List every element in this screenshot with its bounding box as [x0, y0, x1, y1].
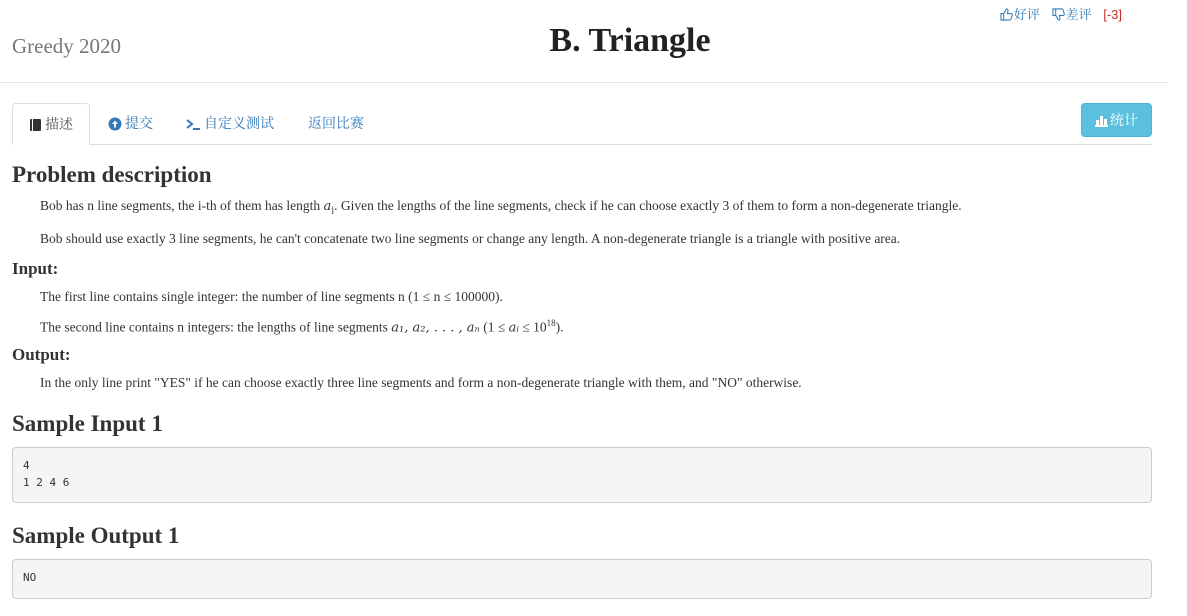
thumbs-up-icon: [1000, 8, 1013, 21]
bar-chart-icon: [1095, 114, 1108, 127]
page-header: [0, 0, 1168, 83]
sample-input-heading: Sample Input 1: [12, 411, 163, 437]
dislike-label: 差评: [1065, 7, 1092, 22]
output-line-1: In the only line print "YES" if he can choose exactly three line segments and form a non-degenerate triangle with them, and "NO" otherwise.: [40, 375, 802, 391]
input-line-2-range-open: (1 ≤: [479, 319, 509, 335]
input-line-2-before: The second line contains n integers: the lengths of line segments: [40, 319, 392, 335]
terminal-icon: [186, 118, 201, 131]
like-button[interactable]: [1000, 7, 1044, 22]
input-line-2: [12, 318, 1152, 336]
description-paragraph-2: Bob should use exactly 3 line segments, he can't concatenate two line segments or change any length. A non-degenerate triangle is a triangle with positive area.: [40, 230, 901, 246]
input-heading: Input:: [12, 258, 59, 278]
problem-tabs: [12, 103, 1152, 145]
tab-description[interactable]: [12, 103, 90, 145]
desc-p1-math-sub: i: [331, 206, 335, 217]
like-label: 好评: [1013, 7, 1040, 22]
book-icon: [29, 118, 42, 132]
tab-custom-test[interactable]: [186, 103, 274, 143]
tab-back-to-contest-label: 返回比赛: [308, 115, 364, 131]
input-line-2-range-mid: ≤ 10: [518, 319, 547, 335]
sample-output-block[interactable]: [12, 559, 1152, 599]
tab-submit[interactable]: [108, 103, 153, 143]
thumbs-down-icon: [1052, 8, 1065, 21]
desc-p1-before: Bob has n line segments, the i-th of them has length: [40, 198, 324, 213]
dislike-button[interactable]: [1052, 7, 1096, 22]
stats-button[interactable]: [1081, 103, 1152, 137]
tab-description-label: 描述: [45, 116, 73, 132]
input-line-2-after: ).: [555, 319, 564, 335]
upload-circle-icon: [108, 117, 122, 131]
problem-title: B. Triangle: [549, 22, 711, 59]
output-heading: Output:: [12, 345, 71, 365]
tab-back-to-contest[interactable]: [308, 103, 364, 143]
desc-p1-after: . Given the lengths of the line segments, check if he can choose exactly 3 of them to form a non-degenerate triangle.: [334, 198, 962, 213]
description-paragraph-1: [12, 198, 1152, 217]
sample-input-line: 4: [23, 459, 30, 473]
input-line-2-math: a₁, a₂, . . . , aₙ: [391, 320, 480, 336]
input-line-1: The first line contains single integer: the number of line segments n (1 ≤ n ≤ 100000).: [40, 288, 503, 304]
vote-bar: [992, 4, 1122, 23]
tab-submit-label: 提交: [125, 115, 153, 131]
description-heading: Problem description: [12, 162, 212, 187]
tab-custom-test-label: 自定义测试: [204, 115, 274, 131]
desc-p1-math: [323, 199, 335, 217]
sample-output-heading: Sample Output 1: [12, 523, 180, 549]
sample-output-line: NO: [23, 571, 37, 585]
desc-p1-math-var: a: [323, 199, 332, 214]
input-line-2-range-var: aᵢ: [508, 320, 519, 336]
sample-input-line: 1 2 4 6: [23, 476, 70, 490]
stats-button-label: 统计: [1110, 112, 1138, 128]
problem-content: [12, 162, 1152, 599]
input-line-2-range-exp: 18: [546, 317, 556, 328]
sample-input-block[interactable]: [12, 447, 1152, 503]
vote-score: [-3]: [1103, 7, 1122, 22]
contest-name[interactable]: Greedy 2020: [12, 34, 122, 58]
